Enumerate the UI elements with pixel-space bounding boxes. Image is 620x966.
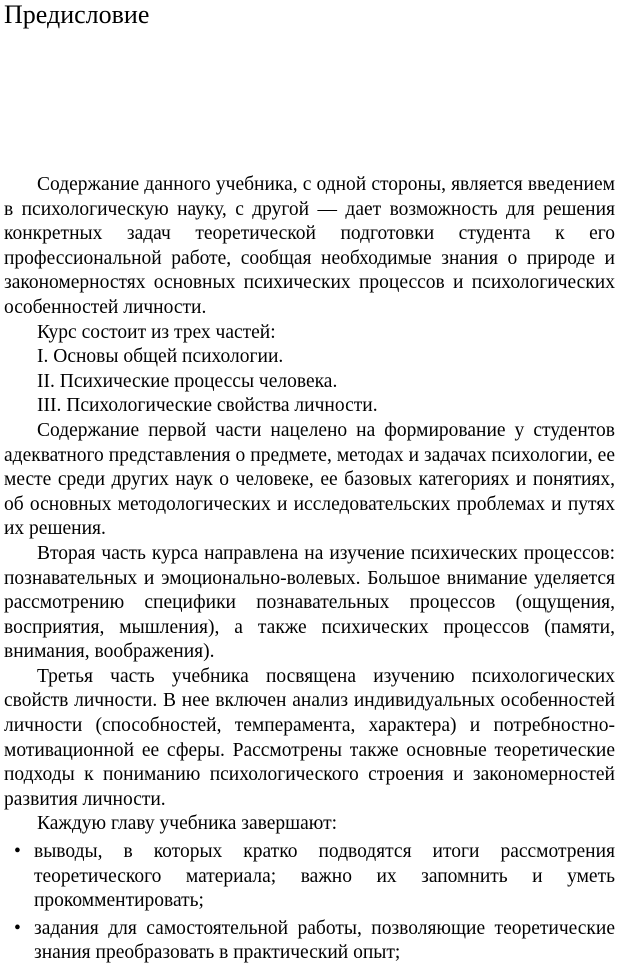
list-item: [4, 917, 615, 966]
course-part-item: III. Психологические свойства личности.: [37, 395, 378, 417]
list-item-text: задания для самостоятельной работы, позволяющие теоретические знания преобразовать в практический опыт;: [34, 917, 615, 964]
part2-paragraph: Вторая часть курса направлена на изучение психических процессов: познавательных и эмоционально-волевых. Большое внимание уделяется рассмотрению специфики познавательных процессов (ощущения, восприятия, мышления), а также психических процессов (памяти, внимания, воображения).: [4, 542, 615, 663]
course-part-item: II. Психические процессы человека.: [37, 370, 338, 392]
list-item-text: выводы, в которых кратко подводятся итоги рассмотрения теоретического материала; важно их запомнить и уметь прокомментировать;: [34, 841, 615, 912]
course-part-item: I. Основы общей психологии.: [37, 346, 284, 368]
chapter-end-intro-paragraph: Каждую главу учебника завершают:: [37, 813, 338, 835]
chapter-end-list: [4, 840, 615, 966]
intro-paragraph: Содержание данного учебника, с одной стороны, является введением в психологическую науку, с другой — дает возможность для решения конкретных задач теоретической подготовки студента к его профессиональной работе, сообщая необходимые знания о природе и закономерностях основных психических процессов и психологических особенностей личности.: [4, 174, 615, 318]
course-intro-paragraph: Курс состоит из трех частей:: [37, 321, 276, 343]
list-item: [4, 840, 615, 914]
page-title: Предисловие: [4, 0, 150, 29]
part1-paragraph: Содержание первой части нацелено на формирование у студентов адекватного представления о предмете, методах и задачах психологии, ее месте среди других наук о человеке, ее базовых категориях и понятиях, об основных методологических и исследовательских проблемах и путях их решения.: [4, 419, 615, 540]
body-text: [4, 173, 615, 966]
part3-paragraph: Третья часть учебника посвящена изучению психологических свойств личности. В нее включен анализ индивидуальных особенностей личности (способностей, темперамента, характера) и потребностно-мотивационной ее сферы. Рассмотрены также основные теоретические подходы к пониманию психологического строения и закономерностей развития личности.: [4, 665, 615, 810]
bullet-icon: •: [14, 917, 21, 939]
bullet-icon: •: [14, 841, 21, 863]
